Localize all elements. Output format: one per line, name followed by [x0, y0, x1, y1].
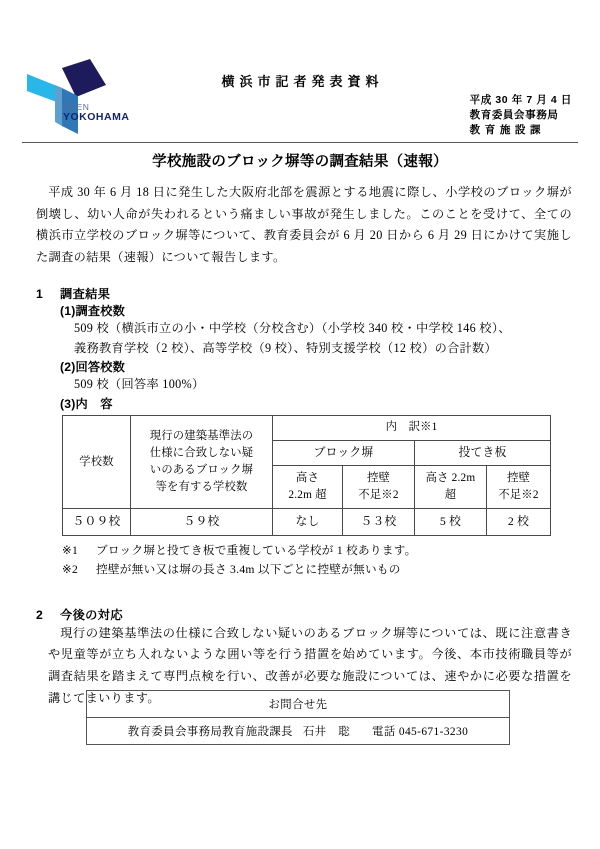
- value-block-height: なし: [273, 509, 343, 536]
- value-board-height: 5 校: [415, 509, 487, 536]
- table-header-block-height: [273, 465, 343, 508]
- contact-name-title: 教育委員会事務局教育施設課長: [127, 726, 293, 738]
- footnote-2-mark: ※2: [62, 563, 79, 577]
- issuer-bureau: 教育委員会事務局: [469, 108, 559, 121]
- logo-yokohama-text: YOKOHAMA: [63, 110, 130, 123]
- document-header: [0, 0, 600, 136]
- subsection-1-1-line-2: 義務教育学校（2 校）、高等学校（9 校）、特別支援学校（12 校）の合計数）: [74, 340, 498, 355]
- footnote-1: [62, 541, 572, 560]
- document-body: [36, 182, 572, 710]
- board-height-line-2: 超: [444, 489, 457, 502]
- section-1-title: 調査結果: [60, 286, 111, 301]
- subsection-1-3-label: (3)内 容: [60, 397, 113, 412]
- table-header-suspect-count: [131, 416, 273, 509]
- section-2-paragraph: 現行の建築基準法の仕様に合致しない疑いのあるブロック塀等については、既に注意書きや児童等が立ち入れないような囲い等を行う措置を始めています。今後、本市技術職員等が調査結果を踏まえて専門点検を行い、改善が必要な施設については、速やかに必要な措置を講じてまいります。: [48, 625, 572, 705]
- board-height-line-1: 高さ 2.2m: [425, 472, 476, 485]
- issue-date: 平成 30 年 7 月 4 日: [469, 94, 572, 106]
- logo-wordmark: [63, 103, 129, 123]
- block-buttress-line-2: 不足※2: [358, 489, 399, 502]
- section-1: [36, 285, 572, 580]
- issuer-division: 教育施設課: [469, 123, 546, 136]
- table-header-throwing-board: 投てき板: [415, 440, 551, 465]
- contact-heading-row: [87, 691, 510, 718]
- footnote-2-text: 控壁が無い又は塀の長さ 3.4m 以下ごとに控壁が無いもの: [96, 563, 401, 577]
- section-1-number: 1: [36, 286, 44, 301]
- subsection-1-1-line-1: 509 校（横浜市立の小・中学校（分校含む）（小学校 340 校・中学校 146 校）、: [74, 320, 511, 335]
- table-header-school-count: 学校数: [63, 416, 131, 509]
- subsection-1-2-label: (2)回答校数: [60, 360, 126, 375]
- section-2-number: 2: [36, 607, 44, 622]
- footnote-1-mark: ※1: [62, 544, 79, 558]
- value-block-buttress: ５３校: [343, 509, 415, 536]
- suspect-line-2: 仕様に合致しない疑: [149, 447, 254, 460]
- issuer-block: [470, 93, 572, 138]
- block-height-line-2: 2.2m 超: [288, 489, 327, 502]
- survey-table-wrapper: [36, 415, 572, 536]
- block-height-line-1: 高さ: [296, 472, 319, 485]
- section-2-title: 今後の対応: [60, 607, 123, 622]
- footnote-1-text: ブロック塀と投てき板で重複している学校が 1 校あります。: [96, 544, 417, 558]
- open-yokohama-logo: [24, 58, 110, 136]
- contact-detail-row: [87, 718, 510, 745]
- section-2-heading: [36, 606, 572, 623]
- contact-heading: お問合せ先: [87, 691, 510, 718]
- contact-person: 石井 聡: [302, 726, 351, 738]
- value-board-buttress: 2 校: [487, 509, 551, 536]
- block-buttress-line-1: 控壁: [367, 472, 390, 485]
- suspect-line-3: いのあるブロック塀: [149, 464, 254, 477]
- header-divider: [22, 142, 578, 143]
- contact-detail: [87, 718, 510, 745]
- footnote-2: [62, 560, 572, 579]
- table-footnotes: [36, 541, 572, 579]
- subsection-1-2-line-1: 509 校（回答率 100%）: [74, 377, 205, 392]
- press-release-title: 横浜市記者発表資料: [221, 74, 384, 89]
- table-header-block-wall: ブロック塀: [273, 440, 415, 465]
- table-header-row-1: [63, 416, 551, 440]
- logo-open-text: OPEN: [63, 102, 90, 112]
- suspect-line-1: 現行の建築基準法の: [149, 429, 254, 442]
- table-header-board-height: [415, 465, 487, 508]
- subsection-1-1-label: (1)調査校数: [60, 303, 126, 318]
- board-buttress-line-2: 不足※2: [498, 489, 539, 502]
- contact-box: [86, 690, 510, 745]
- survey-results-table: [62, 415, 551, 536]
- board-buttress-line-1: 控壁: [507, 472, 531, 485]
- section-1-heading: [36, 285, 572, 302]
- value-school-count: ５０９校: [63, 509, 131, 536]
- suspect-line-4: 等を有する学校数: [155, 481, 248, 494]
- document-title: 学校施設のブロック塀等の調査結果（速報）: [152, 154, 448, 170]
- table-header-board-buttress: [487, 465, 551, 508]
- value-suspect-count: ５９校: [131, 509, 273, 536]
- table-header-block-buttress: [343, 465, 415, 508]
- table-row: [63, 509, 551, 536]
- table-header-breakdown: 内 訳※1: [273, 416, 551, 440]
- contact-phone: 電話 045-671-3230: [372, 726, 469, 738]
- intro-paragraph: 平成 30 年 6 月 18 日に発生した大阪府北部を震源とする地震に際し、小学校のブロック塀が倒壊し、幼い人命が失われるという痛ましい事故が発生しました。このことを受けて、全ての横浜市立学校のブロック塀等について、教育委員会が 6 月 20 日から 6 月 29 日にかけて実施した調査の結果（速報）について報告します。: [36, 185, 572, 265]
